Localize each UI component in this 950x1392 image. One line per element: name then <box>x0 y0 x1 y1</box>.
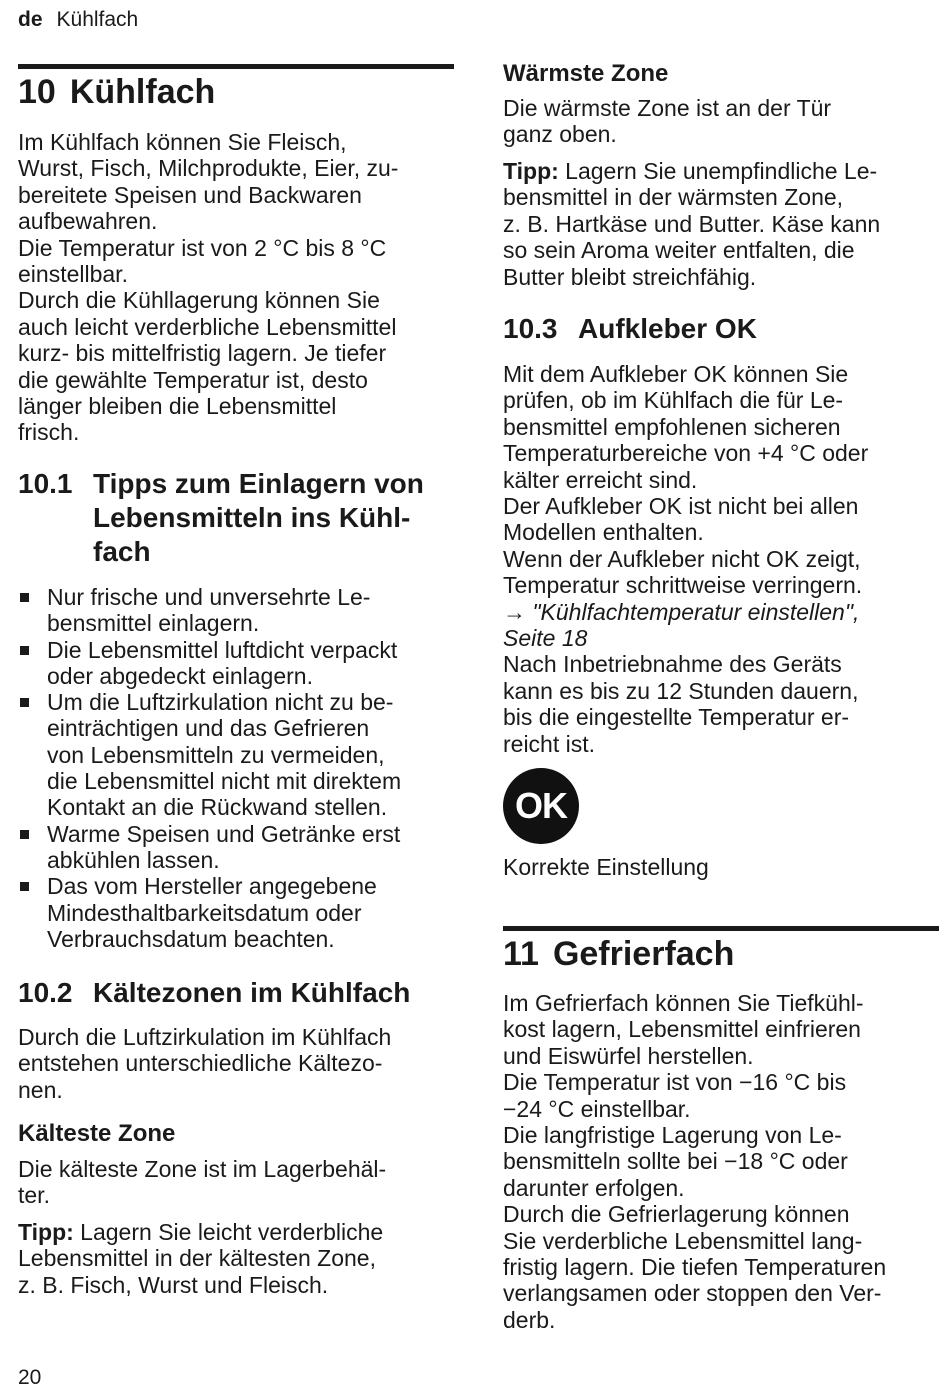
language-code: de <box>18 8 43 31</box>
list-item <box>18 689 454 820</box>
warmest-zone-text <box>503 95 831 148</box>
section-10-2-heading <box>18 976 454 1010</box>
text-line: derb. <box>503 1306 556 1333</box>
bullet-square-icon <box>20 698 29 707</box>
text-line: Durch die Kühllagerung können Sie <box>18 287 380 314</box>
text-line: so sein Aroma weiter entfalten, die <box>503 237 855 264</box>
cross-reference-link[interactable] <box>503 599 868 625</box>
text-line: Die kälteste Zone ist im Lagerbehäl- <box>18 1156 387 1182</box>
text-line: Lagern Sie unempfindliche Le- <box>558 158 878 184</box>
text-line: Mindesthaltbarkeitsdatum oder <box>47 899 362 926</box>
text-line: die gewählte Temperatur ist, desto <box>18 366 368 393</box>
section-number: 10 <box>18 73 56 111</box>
warmest-zone-tip <box>503 158 880 290</box>
text-line: z. B. Hartkäse und Butter. Käse kann <box>503 210 881 237</box>
text-line: einträchtigen und das Gefrieren <box>47 715 370 742</box>
text-line: Lebensmittel in der kältesten Zone, <box>18 1245 376 1272</box>
ok-sticker-text <box>503 361 868 757</box>
text-line: Der Aufkleber OK ist nicht bei allen <box>503 493 859 520</box>
text-line: ganz oben. <box>503 121 617 148</box>
bullet-square-icon <box>20 882 29 891</box>
text-line: kurz- bis mittelfristig lagern. Je tiefer <box>18 340 387 367</box>
text-line: Die wärmste Zone ist an der Tür <box>503 95 832 121</box>
section-title: Kühlfach <box>69 73 216 111</box>
text-line: kost lagern, Lebensmittel einfrieren <box>503 1016 861 1043</box>
text-line: Im Gefrierfach können Sie Tiefkühl- <box>503 990 864 1016</box>
page-number: 20 <box>18 1366 42 1389</box>
text-line: −24 °C einstellbar. <box>503 1095 691 1122</box>
text-line: bis die eingestellte Temperatur er- <box>503 704 850 731</box>
text-line: abkühlen lassen. <box>47 846 220 873</box>
text-line: aufbewahren. <box>18 208 158 235</box>
text-line: Das vom Hersteller angegebene <box>47 873 377 900</box>
warmest-zone-heading: Wärmste Zone <box>503 60 669 87</box>
section-11-heading <box>503 934 734 975</box>
section-11-text <box>503 990 886 1333</box>
section-number: 10.1 <box>18 468 73 499</box>
text-line: z. B. Fisch, Wurst und Fleisch. <box>18 1271 329 1298</box>
section-rule <box>503 926 939 931</box>
text-line: Im Kühlfach können Sie Fleisch, <box>18 129 347 155</box>
section-rule <box>18 64 454 69</box>
ok-sticker-icon: OK <box>503 768 579 844</box>
text-line: Durch die Gefrierlagerung können <box>503 1201 850 1228</box>
text-line: bensmitteln sollte bei −18 °C oder <box>503 1148 848 1175</box>
reference-title: "Kühlfachtemperatur einstellen", <box>526 598 860 625</box>
text-line: und Eiswürfel herstellen. <box>503 1042 754 1069</box>
text-line: kann es bis zu 12 Stunden dauern, <box>503 677 859 704</box>
section-number: 10.2 <box>18 977 73 1008</box>
arrow-right-icon: → <box>503 598 526 625</box>
bullet-square-icon <box>20 646 29 655</box>
text-line: fristig lagern. Die tiefen Temperaturen <box>503 1254 887 1281</box>
text-line: Die Lebensmittel luftdicht verpackt <box>47 636 398 663</box>
section-10-1-heading <box>18 467 454 569</box>
list-item <box>18 584 454 637</box>
text-line: Wurst, Fisch, Milchprodukte, Eier, zu- <box>18 155 399 182</box>
heading-line: fach <box>93 536 151 567</box>
list-item <box>18 821 454 874</box>
text-line: Lagern Sie leicht verderbliche <box>73 1219 384 1245</box>
tip-label: Tipp: <box>18 1219 74 1245</box>
text-line: bensmittel einlagern. <box>47 610 260 637</box>
bullet-square-icon <box>20 593 29 602</box>
text-line: Modellen enthalten. <box>503 519 704 546</box>
list-item <box>18 637 454 690</box>
section-number: 11 <box>503 935 539 973</box>
text-line: darunter erfolgen. <box>503 1174 685 1201</box>
text-line: Nur frische und unversehrte Le- <box>47 584 371 610</box>
coldest-zone-tip <box>18 1219 383 1298</box>
text-line: Die langfristige Lagerung von Le- <box>503 1122 842 1149</box>
text-line: bensmittel empfohlenen sicheren <box>503 413 841 440</box>
text-line: auch leicht verderbliche Lebensmittel <box>18 313 397 340</box>
text-line: Um die Luftzirkulation nicht zu be- <box>47 689 394 716</box>
ok-sticker-caption: Korrekte Einstellung <box>503 854 709 880</box>
text-line: prüfen, ob im Kühlfach die für Le- <box>503 387 844 414</box>
heading-line: Lebensmitteln ins Kühl- <box>93 502 411 533</box>
text-line: Wenn der Aufkleber nicht OK zeigt, <box>503 545 861 572</box>
text-line: bereitete Speisen und Backwaren <box>18 181 362 208</box>
section-number: 10.3 <box>503 313 558 344</box>
text-line: nen. <box>18 1076 63 1103</box>
text-line: frisch. <box>18 419 80 446</box>
text-line: länger bleiben die Lebensmittel <box>18 393 337 420</box>
text-line: entstehen unterschiedliche Kältezo- <box>18 1050 383 1077</box>
list-item <box>18 873 454 952</box>
coldest-zone-text <box>18 1156 386 1209</box>
text-line: oder abgedeckt einlagern. <box>47 662 313 689</box>
text-line: verlangsamen oder stoppen den Ver- <box>503 1280 882 1307</box>
text-line: Kontakt an die Rückwand stellen. <box>47 794 388 821</box>
text-line: Die Temperatur ist von 2 °C bis 8 °C <box>18 234 387 261</box>
section-10-intro <box>18 129 398 446</box>
text-line: Temperatur schrittweise verringern. <box>503 572 863 599</box>
text-line: Durch die Luftzirkulation im Kühlfach <box>18 1024 392 1050</box>
text-line: Verbrauchsdatum beachten. <box>47 925 335 952</box>
text-line: Butter bleibt streichfähig. <box>503 263 757 290</box>
text-line: die Lebensmittel nicht mit direktem <box>47 768 402 795</box>
header-title: Kühlfach <box>56 8 139 31</box>
section-10-2-intro <box>18 1024 391 1103</box>
text-line: Die Temperatur ist von −16 °C bis <box>503 1069 847 1096</box>
bullet-square-icon <box>20 830 29 839</box>
tip-label: Tipp: <box>503 158 559 184</box>
section-title: Gefrierfach <box>552 935 735 973</box>
coldest-zone-heading: Kälteste Zone <box>18 1120 176 1147</box>
text-line: reicht ist. <box>503 730 596 757</box>
text-line: Temperaturbereiche von +4 °C oder <box>503 440 869 467</box>
reference-page[interactable]: Seite 18 <box>503 625 588 652</box>
running-header <box>18 8 138 32</box>
text-line: kälter erreicht sind. <box>503 466 698 493</box>
text-line: Warme Speisen und Getränke erst <box>47 820 401 847</box>
text-line: Sie verderbliche Lebensmittel lang- <box>503 1227 863 1254</box>
storage-tips-list <box>18 584 454 952</box>
text-line: bensmittel in der wärmsten Zone, <box>503 184 844 211</box>
section-10-3-heading <box>503 312 939 346</box>
section-10-heading <box>18 72 215 113</box>
text-line: von Lebensmitteln zu vermeiden, <box>47 741 385 768</box>
text-line: Nach Inbetriebnahme des Geräts <box>503 651 842 678</box>
text-line: ter. <box>18 1182 50 1209</box>
section-title: Aufkleber OK <box>578 313 757 344</box>
text-line: einstellbar. <box>18 261 128 288</box>
heading-line: Tipps zum Einlagern von <box>93 468 424 499</box>
section-title: Kältezonen im Kühlfach <box>93 977 411 1008</box>
text-line: Mit dem Aufkleber OK können Sie <box>503 361 849 387</box>
